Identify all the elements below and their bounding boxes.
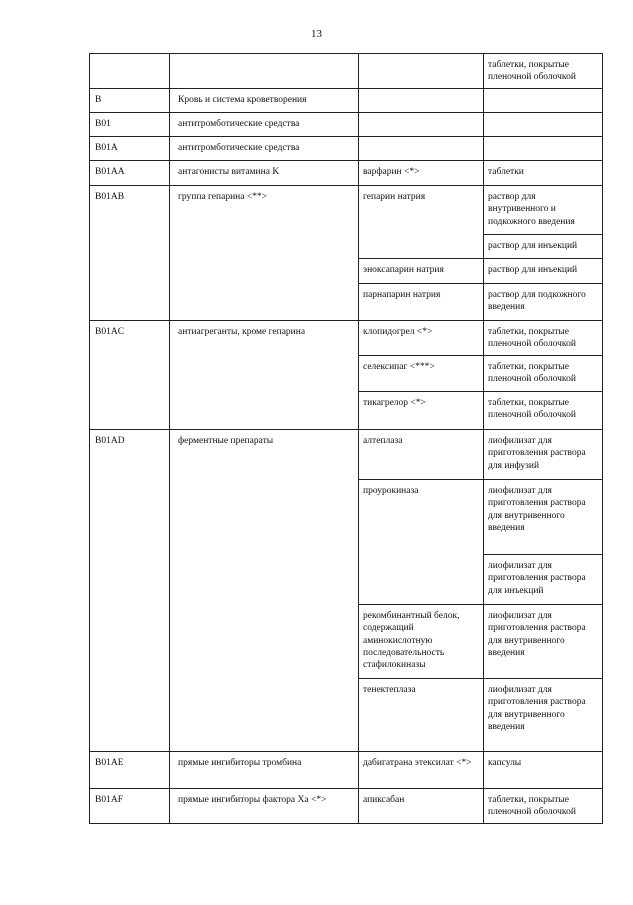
- dosage-form-cell: таблетки, покрытые пленочной оболочкой: [484, 356, 603, 392]
- group-cell: антитромботические средства: [170, 137, 359, 161]
- drug-cell: рекомбинантный белок, содержащий аминокислотную последовательность стафилокиназы: [359, 605, 484, 679]
- atc-code-cell: B01AE: [90, 752, 170, 789]
- dosage-form-cell: [484, 137, 603, 161]
- table-row: [90, 89, 603, 113]
- atc-code-cell: B: [90, 89, 170, 113]
- page-number: 13: [311, 28, 322, 40]
- atc-code-cell: B01: [90, 113, 170, 137]
- dosage-form-cell: лиофилизат для приготовления раствора для внутривенного введения: [484, 480, 603, 555]
- table-row: [90, 430, 603, 480]
- atc-code-cell: B01AB: [90, 186, 170, 321]
- group-cell: антагонисты витамина K: [170, 161, 359, 186]
- drug-cell: [359, 54, 484, 89]
- group-cell: Кровь и система кроветворения: [170, 89, 359, 113]
- drug-cell: тенектеплаза: [359, 679, 484, 752]
- drug-cell: гепарин натрия: [359, 186, 484, 259]
- table-row: [90, 54, 603, 89]
- group-cell: прямые ингибиторы тромбина: [170, 752, 359, 789]
- drug-cell: [359, 113, 484, 137]
- drug-cell: селексипаг <***>: [359, 356, 484, 392]
- table-row: [90, 789, 603, 824]
- group-cell: прямые ингибиторы фактора Xa <*>: [170, 789, 359, 824]
- dosage-form-cell: раствор для инъекций: [484, 259, 603, 284]
- atc-code-cell: B01AC: [90, 321, 170, 430]
- drug-cell: дабигатрана этексилат <*>: [359, 752, 484, 789]
- drug-cell: варфарин <*>: [359, 161, 484, 186]
- table-row: [90, 161, 603, 186]
- drug-cell: [359, 89, 484, 113]
- group-cell: [170, 54, 359, 89]
- drug-cell: [359, 137, 484, 161]
- drug-cell: клопидогрел <*>: [359, 321, 484, 356]
- table-row: [90, 113, 603, 137]
- dosage-form-cell: [484, 89, 603, 113]
- group-cell: группа гепарина <**>: [170, 186, 359, 321]
- dosage-form-cell: таблетки: [484, 161, 603, 186]
- group-cell: ферментные препараты: [170, 430, 359, 752]
- drug-cell: апиксабан: [359, 789, 484, 824]
- dosage-form-cell: раствор для внутривенного и подкожного введения: [484, 186, 603, 235]
- group-cell: антиагреганты, кроме гепарина: [170, 321, 359, 430]
- dosage-form-cell: лиофилизат для приготовления раствора для инъекций: [484, 555, 603, 605]
- atc-code-cell: B01A: [90, 137, 170, 161]
- table-row: [90, 137, 603, 161]
- dosage-form-cell: раствор для инъекций: [484, 235, 603, 259]
- dosage-form-cell: лиофилизат для приготовления раствора для внутривенного введения: [484, 679, 603, 752]
- drug-cell: алтеплаза: [359, 430, 484, 480]
- drug-cell: парнапарин натрия: [359, 284, 484, 321]
- dosage-form-cell: таблетки, покрытые пленочной оболочкой: [484, 392, 603, 430]
- dosage-form-cell: таблетки, покрытые пленочной оболочкой: [484, 54, 603, 89]
- drug-cell: тикагрелор <*>: [359, 392, 484, 430]
- dosage-form-cell: [484, 113, 603, 137]
- table-row: [90, 752, 603, 789]
- atc-code-cell: B01AA: [90, 161, 170, 186]
- drug-cell: проурокиназа: [359, 480, 484, 605]
- atc-code-cell: [90, 54, 170, 89]
- group-cell: антитромботические средства: [170, 113, 359, 137]
- atc-code-cell: B01AF: [90, 789, 170, 824]
- dosage-form-cell: таблетки, покрытые пленочной оболочкой: [484, 321, 603, 356]
- dosage-form-cell: лиофилизат для приготовления раствора для внутривенного введения: [484, 605, 603, 679]
- drug-table: [89, 53, 603, 824]
- atc-code-cell: B01AD: [90, 430, 170, 752]
- dosage-form-cell: лиофилизат для приготовления раствора для инфузий: [484, 430, 603, 480]
- dosage-form-cell: таблетки, покрытые пленочной оболочкой: [484, 789, 603, 824]
- dosage-form-cell: раствор для подкожного введения: [484, 284, 603, 321]
- dosage-form-cell: капсулы: [484, 752, 603, 789]
- table-row: [90, 321, 603, 356]
- table-row: [90, 186, 603, 235]
- drug-cell: эноксапарин натрия: [359, 259, 484, 284]
